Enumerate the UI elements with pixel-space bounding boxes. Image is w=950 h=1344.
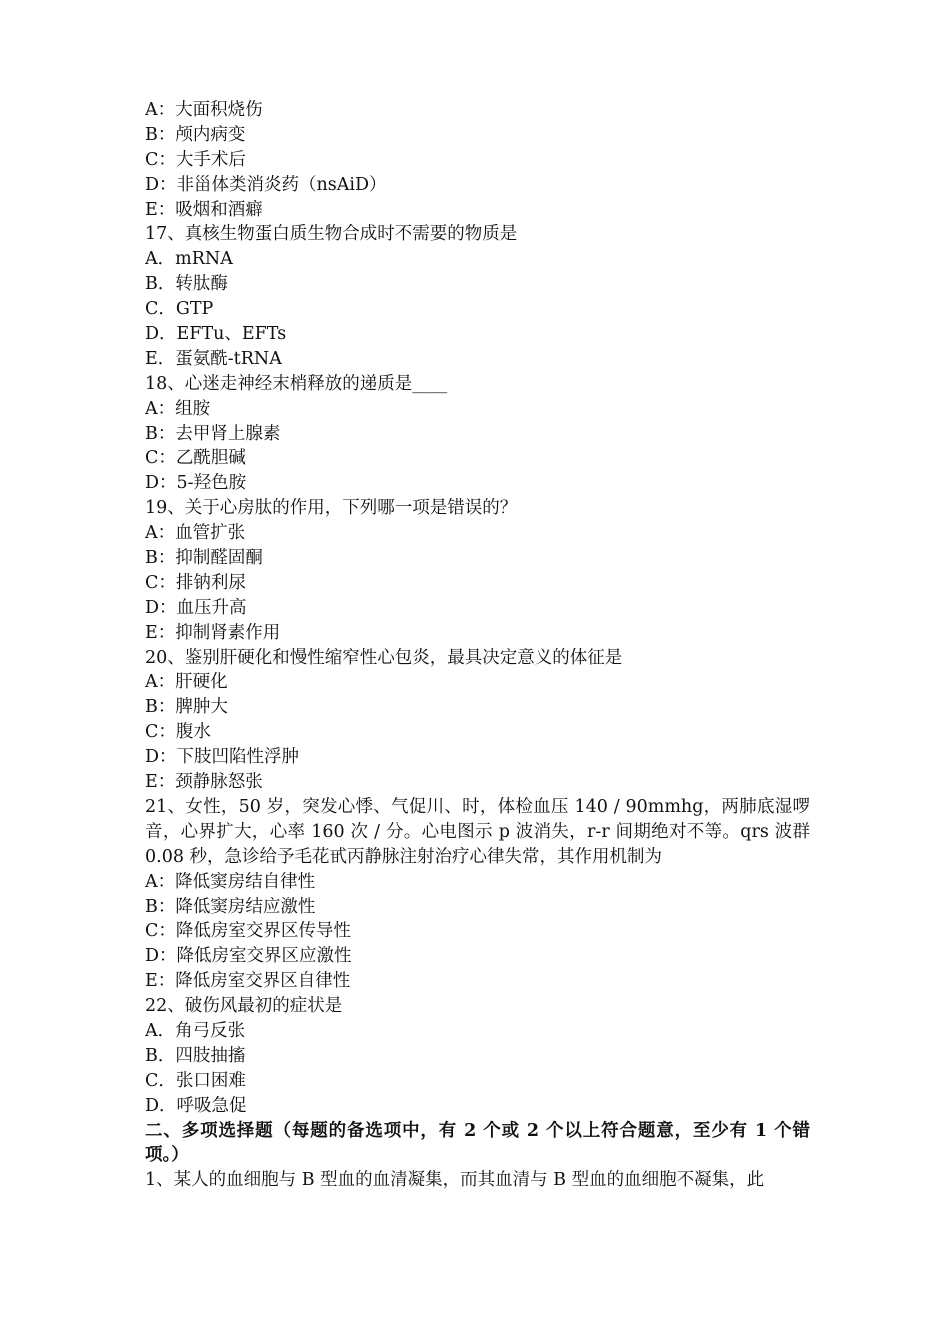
answer-option: E：吸烟和酒癖 <box>145 199 263 220</box>
answer-option: C：腹水 <box>145 722 211 743</box>
question-stem: 18、心迷走神经末梢释放的递质是____ <box>145 373 448 394</box>
answer-option: E：降低房室交界区自律性 <box>145 971 351 992</box>
answer-option: D．EFTu、EFTs <box>145 324 287 345</box>
answer-option: B．转肽酶 <box>145 274 228 295</box>
section-2-question-1-stem: 1、某人的血细胞与 B 型血的血清凝集，而其血清与 B 型血的血细胞不凝集，此 <box>145 1170 765 1191</box>
document-page <box>145 98 810 1193</box>
answer-option: A：降低窦房结自律性 <box>145 871 316 892</box>
answer-option: B：降低窦房结应激性 <box>145 896 316 917</box>
question-block-21-22 <box>145 870 810 1119</box>
question-stem: 20、鉴别肝硬化和慢性缩窄性心包炎，最具决定意义的体征是 <box>145 647 623 668</box>
answer-option: A．mRNA <box>145 249 233 270</box>
question-block-16-20 <box>145 98 810 795</box>
answer-option: A：血管扩张 <box>145 523 246 544</box>
answer-option: B：抑制醛固酮 <box>145 548 263 569</box>
answer-option: A：大面积烧伤 <box>145 100 263 120</box>
answer-option: A．角弓反张 <box>145 1021 246 1041</box>
answer-option: C：排钠利尿 <box>145 572 246 593</box>
answer-option: B．四肢抽搐 <box>145 1045 246 1066</box>
answer-option: B：脾肿大 <box>145 697 228 718</box>
question-21-stem: 21、女性，50 岁，突发心悸、气促川、时，体检血压 140 / 90mmhg，两肺底湿啰音，心界扩大，心率 160 次 / 分。心电图示 p 波消失，r-r 间期绝对不等。qrs 波群 0.08 秒，急诊给予毛花甙丙静脉注射治疗心律失常，其作用机制为 <box>145 796 810 867</box>
answer-option: B：颅内病变 <box>145 124 246 145</box>
question-stem: 22、破伤风最初的症状是 <box>145 996 343 1017</box>
answer-option: C．张口困难 <box>145 1070 246 1091</box>
answer-option: C：降低房室交界区传导性 <box>145 921 351 942</box>
answer-option: E：抑制肾素作用 <box>145 622 281 643</box>
answer-option: B：去甲肾上腺素 <box>145 423 281 444</box>
answer-option: E：颈静脉怒张 <box>145 772 263 793</box>
answer-option: D：血压升高 <box>145 597 247 618</box>
question-stem: 17、真核生物蛋白质生物合成时不需要的物质是 <box>145 224 518 245</box>
answer-option: D：非甾体类消炎药（nsAiD） <box>145 174 387 195</box>
answer-option: D：5-羟色胺 <box>145 473 247 494</box>
answer-option: C：乙酰胆碱 <box>145 448 246 469</box>
question-stem: 19、关于心房肽的作用，下列哪一项是错误的？ <box>145 498 518 519</box>
answer-option: E．蛋氨酰-tRNA <box>145 348 282 369</box>
answer-option: A：肝硬化 <box>145 672 228 693</box>
answer-option: D：下肢凹陷性浮肿 <box>145 747 300 768</box>
answer-option: C．GTP <box>145 299 214 320</box>
answer-option: A：组胺 <box>145 398 211 419</box>
section-2-heading: 二、多项选择题（每题的备选项中，有 2 个或 2 个以上符合题意，至少有 1 个错项。） <box>145 1120 810 1166</box>
answer-option: C：大手术后 <box>145 149 246 170</box>
answer-option: D．呼吸急促 <box>145 1095 247 1116</box>
answer-option: D：降低房室交界区应激性 <box>145 946 352 967</box>
